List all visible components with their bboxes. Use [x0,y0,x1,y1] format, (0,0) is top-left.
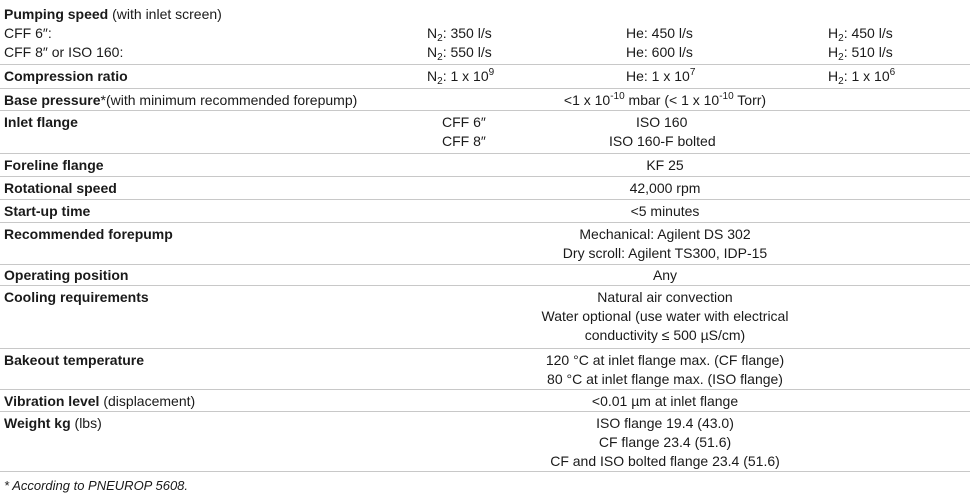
row-cooling [0,286,970,349]
weight-value: ISO flange 19.4 (43.0) CF flange 23.4 (51.6) CF and ISO bolted flange 23.4 (51.6) [550,415,780,469]
base-pressure-label: Base pressure*(with minimum recommended forepump) [4,92,358,108]
compression-h2: $H_2$: 1 x $10^6$ [828,67,896,87]
compression-he: He: 1 x $10^7$ [626,67,696,84]
footnote: * According to PNEUROP 5608. [4,478,189,493]
row-startup [0,200,970,223]
inlet-flange-iso160: ISO 160 [636,114,688,130]
pumping-cff8-h2: $H_2$: 510 l/s [828,44,893,63]
compression-n2: $N_2$: 1 x $10^9$ [427,67,495,87]
operating-label: Operating position [4,267,129,283]
row-forepump [0,223,970,265]
row-inlet-flange [0,111,970,154]
pumping-speed-label: Pumping speed (with inlet screen) [4,6,222,22]
row-vibration [0,390,970,412]
pumping-cff8-n2: $N_2$: 550 l/s [427,44,492,63]
pumping-cff8-he: He: 600 l/s [626,44,693,60]
compression-label: Compression ratio [4,68,128,84]
pumping-cff6-he: He: 450 l/s [626,25,693,41]
pumping-cff6-n2: $N_2$: 350 l/s [427,25,492,44]
forepump-value: Mechanical: Agilent DS 302 Dry scroll: Agilent TS300, IDP-15 [562,226,768,261]
forepump-label: Recommended forepump [4,226,173,242]
startup-value: <5 minutes [630,203,700,219]
inlet-flange-label: Inlet flange [4,114,78,130]
row-pumping-speed [0,0,970,65]
row-operating [0,265,970,286]
cooling-value: Natural air convection Water optional (use water with electrical conductivity ≤ 500 µS/cm) [541,289,789,343]
pumping-cff8-label: CFF 8″ or ISO 160: [4,44,124,60]
row-foreline [0,154,970,177]
startup-label: Start-up time [4,203,91,219]
row-weight [0,412,970,472]
inlet-flange-cff8: CFF 8″ [442,133,486,149]
pumping-cff6-label: CFF 6″: [4,25,52,41]
foreline-label: Foreline flange [4,157,104,173]
bakeout-label: Bakeout temperature [4,352,145,368]
vibration-label: Vibration level (displacement) [4,393,196,409]
rotational-label: Rotational speed [4,180,117,196]
bakeout-value: 120 °C at inlet flange max. (CF flange) 80 °C at inlet flange max. (ISO flange) [545,352,785,387]
rotational-value: 42,000 rpm [629,180,701,196]
inlet-flange-iso160f: ISO 160-F bolted [609,133,716,149]
inlet-flange-cff6: CFF 6″ [442,114,486,130]
operating-value: Any [652,267,678,283]
row-base-pressure [0,89,970,111]
cooling-label: Cooling requirements [4,289,149,305]
row-rotational [0,177,970,200]
weight-label: Weight kg (lbs) [4,415,102,431]
row-compression [0,65,970,89]
vibration-value: <0.01 µm at inlet flange [591,393,739,409]
pumping-cff6-h2: $H_2$: 450 l/s [828,25,893,44]
base-pressure-value: <1 x $10^{-10}$ mbar (< 1 x $10^{-10}$ Torr) [563,91,767,108]
row-bakeout [0,349,970,390]
foreline-value: KF 25 [646,157,684,173]
